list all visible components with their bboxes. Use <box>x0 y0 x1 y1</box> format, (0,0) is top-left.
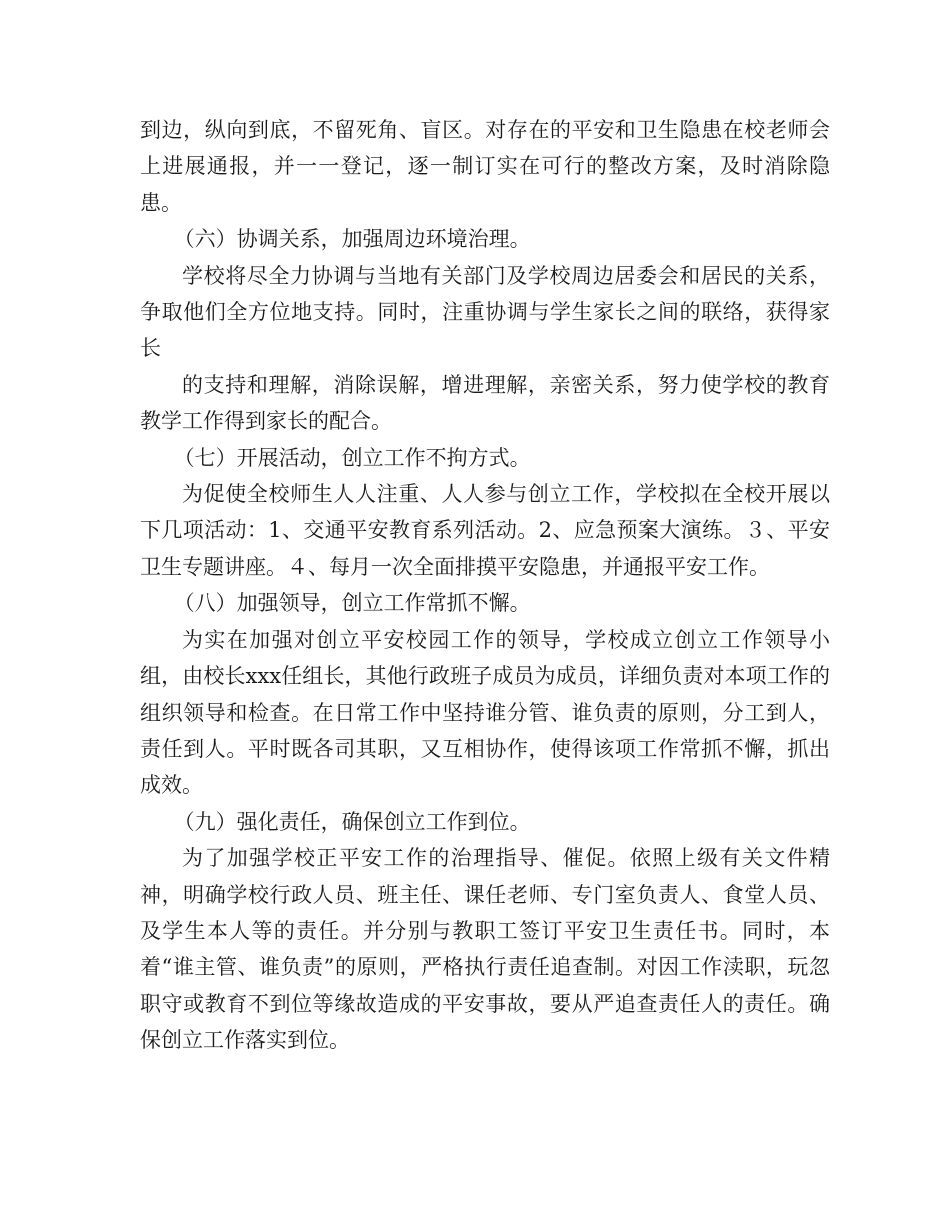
section-heading-7: （七）开展活动，创立工作不拘方式。 <box>173 445 531 470</box>
paragraph-intro-continued: 到边，纵向到底，不留死角、盲区。对存在的平安和卫生隐患在校老师会上进展通报，并一一登记，逐一制订实在可行的整改方案，及时消除隐患。 <box>140 118 830 215</box>
paragraph-section-8: 为实在加强对创立平安校园工作的领导，学校成立创立工作领导小组，由校长xxx任组长，其他行政班子成员为成员，详细负责对本项工作的组织领导和检查。在日常工作中坚持谁分管、谁负责的原则，分工到人，责任到人。平时既各司其职，又互相协作，使得该项工作常抓不懈，抓出成效。 <box>140 627 830 798</box>
section-heading-6: （六）协调关系，加强周边环境治理。 <box>173 227 531 252</box>
paragraph-section-6-a: 学校将尽全力协调与当地有关部门及学校周边居委会和居民的关系，争取他们全方位地支持。同时，注重协调与学生家长之间的联络，获得家长 <box>140 263 830 361</box>
section-heading-8: （八）加强领导，创立工作常抓不懈。 <box>173 591 531 616</box>
paragraph-section-6-b: 的支持和理解，消除误解，增进理解，亲密关系，努力使学校的教育教学工作得到家长的配合。 <box>140 372 830 434</box>
paragraph-section-7: 为促使全校师生人人注重、人人参与创立工作，学校拟在全校开展以下几项活动：1、交通平安教育系列活动。2、应急预案大演练。３、平安卫生专题讲座。４、每月一次全面排摸平安隐患，并通报平安工作。 <box>140 482 830 579</box>
section-heading-9: （九）强化责任，确保创立工作到位。 <box>173 809 531 834</box>
document-page <box>140 112 830 1059</box>
paragraph-section-9: 为了加强学校正平安工作的治理指导、催促。依照上级有关文件精神，明确学校行政人员、班主任、课任老师、专门室负责人、食堂人员、及学生本人等的责任。并分别与教职工签订平安卫生责任书。同时，本着“谁主管、谁负责”的原则，严格执行责任追查制。对因工作渎职，玩忽职守或教育不到位等缘故造成的平安事故，要从严追查责任人的责任。确保创立工作落实到位。 <box>140 846 830 1053</box>
